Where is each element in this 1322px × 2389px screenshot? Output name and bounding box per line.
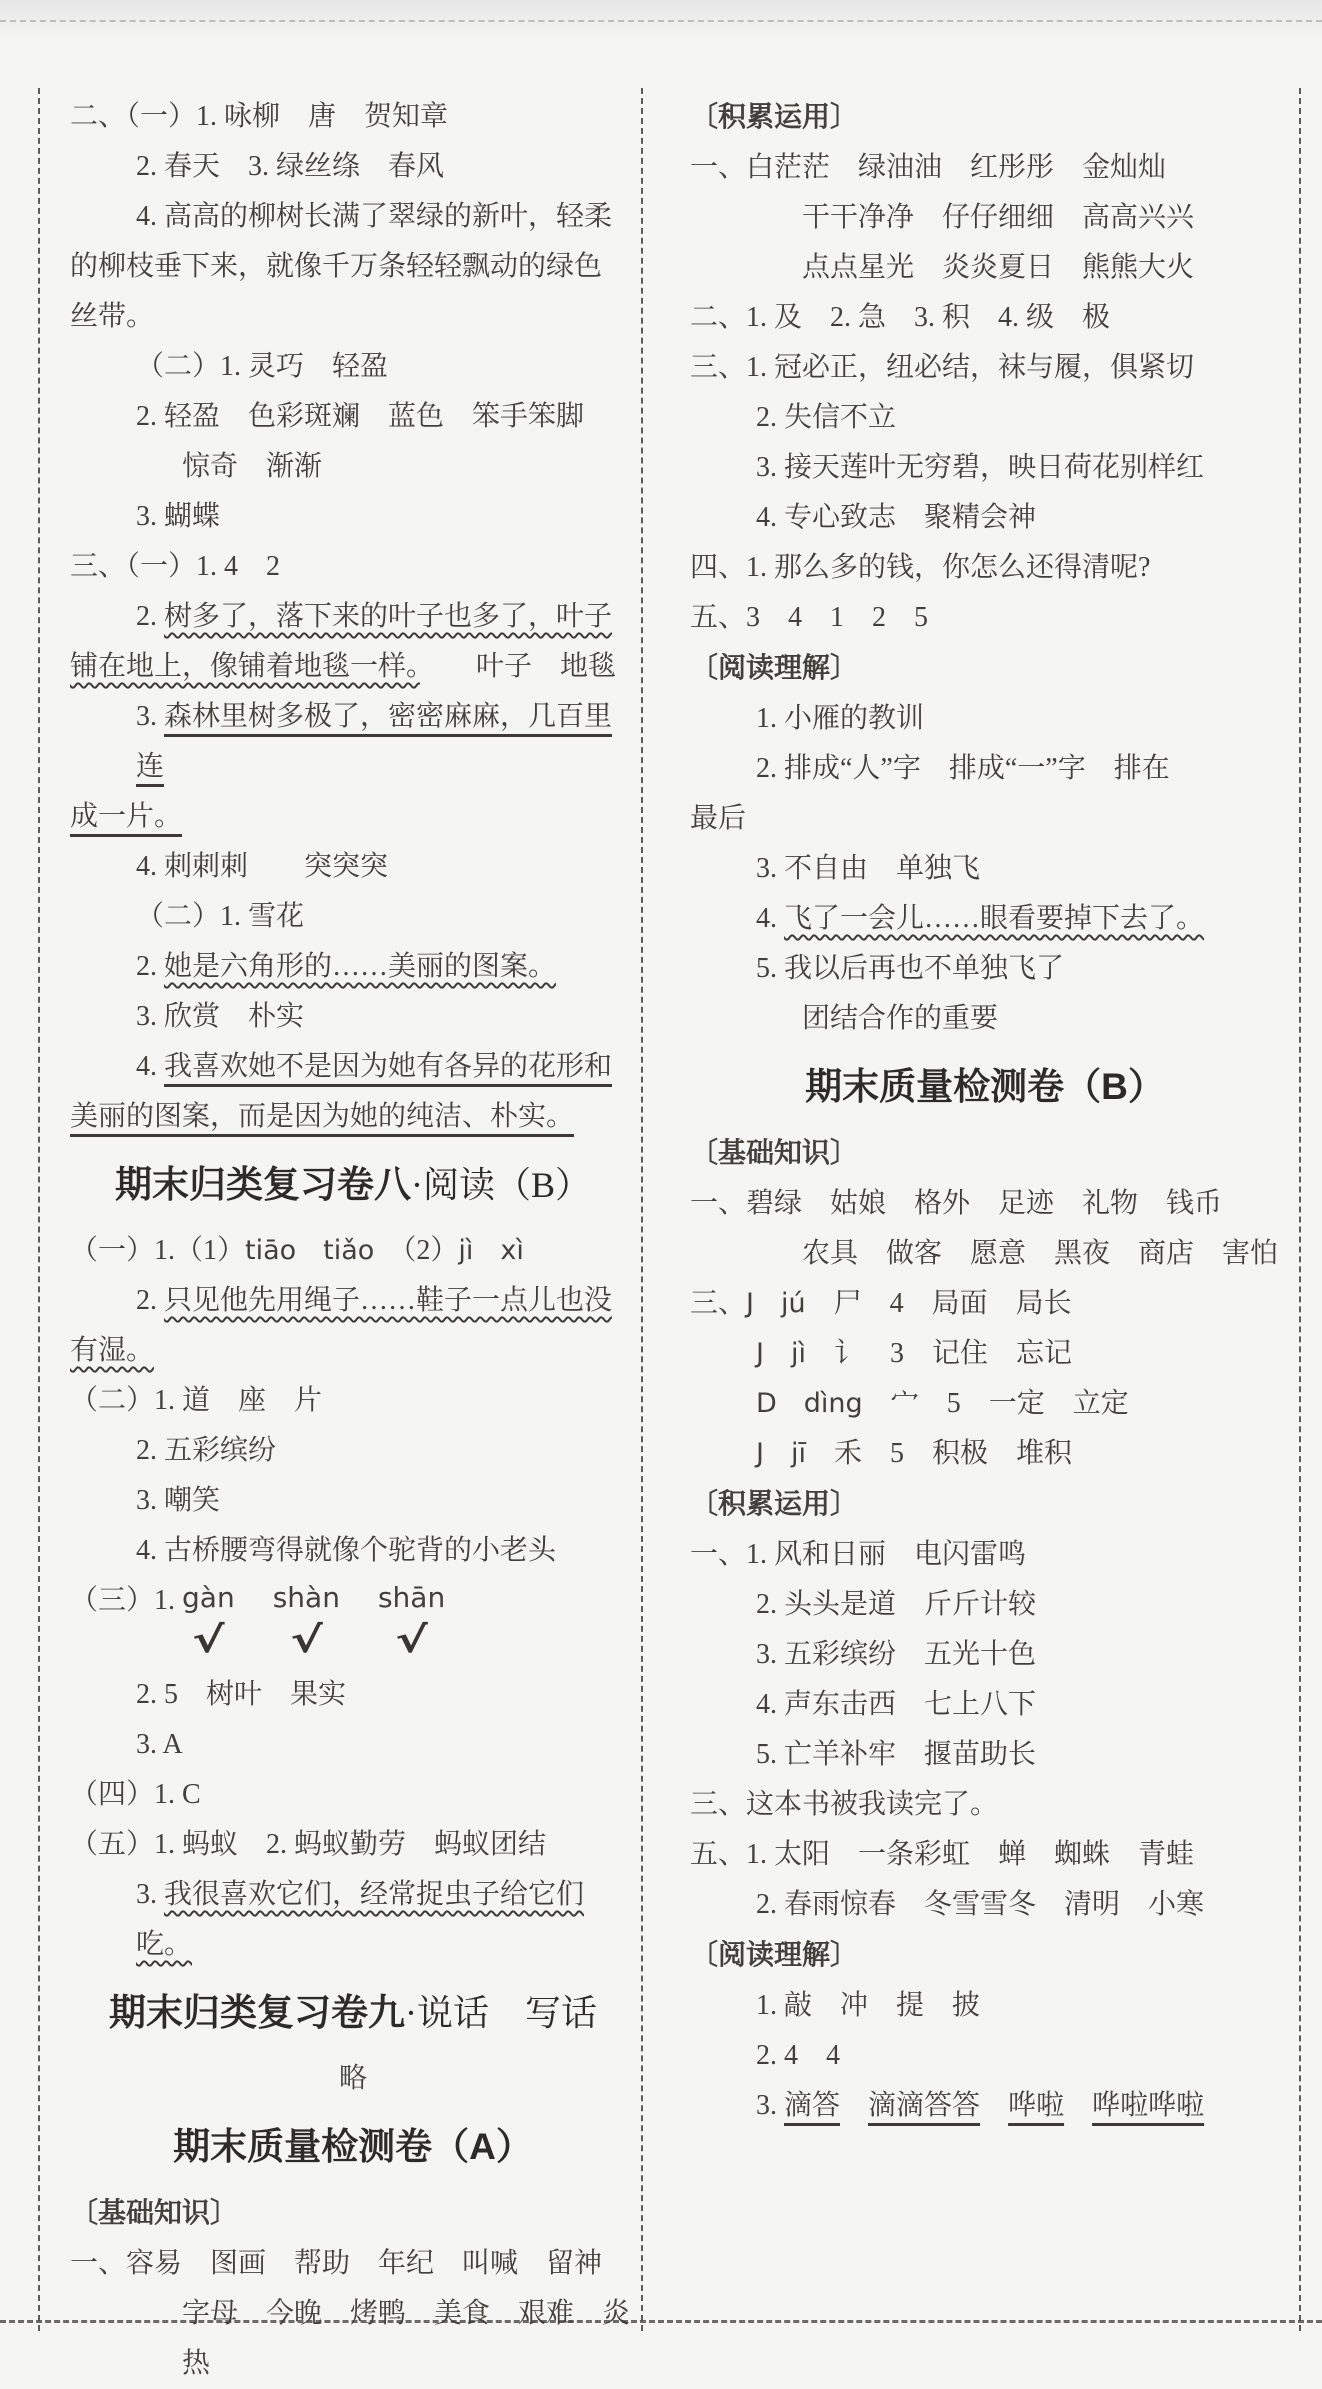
answer-line xyxy=(70,542,636,592)
underlined-answer-text: 哗啦哗啦 xyxy=(1092,2090,1205,2121)
answer-line xyxy=(690,2081,1280,2131)
answer-text: 2. 5 树叶 果实 xyxy=(136,1679,347,1710)
answer-text: 2. 春雨惊春 冬雪雪冬 清明 小寒 xyxy=(756,1889,1205,1920)
answer-text: 3. A xyxy=(136,1729,183,1760)
answer-line xyxy=(70,242,636,292)
checkmark-icon: √ xyxy=(395,1620,428,1661)
answer-text: 宀 5 一定 立定 xyxy=(862,1388,1129,1419)
answer-text: 丝带。 xyxy=(70,301,155,332)
underlined-answer-text: 我很喜欢它们，经常捉虫子给它们吃。 xyxy=(136,1879,585,1960)
answer-line xyxy=(70,642,636,692)
answer-line xyxy=(690,443,1280,493)
answer-text: 3. xyxy=(136,1879,164,1910)
answer-line xyxy=(70,392,636,442)
answer-text: （一）1.（1） xyxy=(70,1235,246,1266)
answer-text: 2. 轻盈 色彩斑斓 蓝色 笨手笨脚 xyxy=(136,401,585,432)
answer-line xyxy=(690,343,1280,393)
answer-text: 最后 xyxy=(690,803,747,834)
answer-line xyxy=(70,1526,636,1576)
pinyin-word: gàn xyxy=(182,1581,235,1614)
answer-line xyxy=(690,1981,1280,2031)
answer-line xyxy=(690,92,1280,143)
answer-line xyxy=(690,844,1280,894)
answer-line xyxy=(70,492,636,542)
answer-text: 团结合作的重要 xyxy=(802,1003,999,1034)
answer-text: 讠 3 记住 忘记 xyxy=(805,1338,1072,1369)
section-heading xyxy=(690,1044,1280,1128)
underlined-answer-text: 森林里树多极了，密密麻麻，几百里连 xyxy=(136,701,613,782)
pinyin-with-check xyxy=(182,1576,235,1662)
answer-text: 叶子 地毯 xyxy=(420,651,617,682)
top-dashed-rule xyxy=(0,20,1322,22)
answer-text: 期末归类复习卷八 xyxy=(114,1164,411,1205)
answer-line xyxy=(70,442,636,492)
answer-line xyxy=(70,1870,636,1970)
answer-text: 4. 高高的柳树长满了翠绿的新叶，轻柔 xyxy=(136,201,613,232)
answer-line xyxy=(690,543,1280,593)
answer-text: 尸 4 局面 局长 xyxy=(805,1288,1072,1319)
answer-line xyxy=(70,1426,636,1476)
answer-text: 一、1. 风和日丽 电闪雷鸣 xyxy=(690,1539,1027,1570)
answer-line xyxy=(690,193,1280,243)
answer-line xyxy=(70,292,636,342)
answer-text: （四）1. C xyxy=(70,1779,201,1810)
answer-line xyxy=(70,1042,636,1092)
answer-line xyxy=(690,1329,1280,1379)
answer-text: 点点星光 炎炎夏日 熊熊大火 xyxy=(802,252,1195,283)
answer-line xyxy=(690,2031,1280,2081)
answer-line xyxy=(70,1226,636,1276)
answer-line xyxy=(70,1576,636,1670)
answer-text: 1. 敲 冲 提 披 xyxy=(756,1990,981,2021)
section-heading xyxy=(70,1970,636,2054)
answer-line xyxy=(70,1820,636,1870)
answer-line xyxy=(70,992,636,1042)
answer-line xyxy=(690,1229,1280,1279)
answer-line xyxy=(70,1326,636,1376)
answer-text: 二、1. 及 2. 急 3. 积 4. 级 极 xyxy=(690,302,1111,333)
answer-text: 3. xyxy=(136,701,164,732)
answer-text: （二）1. 道 座 片 xyxy=(70,1385,323,1416)
answer-text: 一、碧绿 姑娘 格外 足迹 礼物 钱币 xyxy=(690,1188,1223,1219)
answer-text: 5. 我以后再也不单独飞了 xyxy=(756,953,1065,984)
answer-line xyxy=(690,994,1280,1044)
answer-text: 期末质量检测卷（A） xyxy=(173,2126,533,2167)
answer-text: 3. 不自由 单独飞 xyxy=(756,853,981,884)
answer-text: 〔基础知识〕 xyxy=(690,1137,859,1168)
section-heading xyxy=(70,2104,636,2188)
answer-text: 3. 蝴蝶 xyxy=(136,501,221,532)
answer-text: 期末归类复习卷九 xyxy=(109,1992,405,2033)
answer-line xyxy=(690,1530,1280,1580)
answer-line xyxy=(70,342,636,392)
answer-text: 4. 古桥腰弯得就像个驼背的小老头 xyxy=(136,1535,557,1566)
answer-text xyxy=(980,2090,1008,2121)
answer-line xyxy=(690,593,1280,643)
answer-line xyxy=(690,694,1280,744)
answer-line xyxy=(690,744,1280,794)
answer-line xyxy=(70,592,636,642)
checkmark-icon: √ xyxy=(290,1620,323,1661)
answer-line xyxy=(690,894,1280,944)
answer-text: 五、1. 太阳 一条彩虹 蝉 蜘蛛 青蛙 xyxy=(690,1839,1195,1870)
answer-text: 期末质量检测卷（B） xyxy=(805,1066,1165,1107)
answer-text: 三、这本书被我读完了。 xyxy=(690,1789,999,1820)
answer-text: （2） xyxy=(374,1235,459,1266)
answer-text: 2. xyxy=(136,601,164,632)
answer-text: 农具 做客 愿意 黑夜 商店 害怕 xyxy=(802,1238,1279,1269)
answer-line xyxy=(690,143,1280,193)
underlined-answer-text: 只见他先用绳子……鞋子一点儿也没 xyxy=(164,1285,613,1316)
answer-text: 一、容易 图画 帮助 年纪 叫喊 留神 xyxy=(70,2248,603,2279)
answer-text: 四、1. 那么多的钱，你怎么还得清呢? xyxy=(690,552,1151,583)
underlined-answer-text: 滴滴答答 xyxy=(868,2090,981,2121)
underlined-answer-text: 她是六角形的……美丽的图案。 xyxy=(164,951,557,982)
answer-text: 2. 4 4 xyxy=(756,2040,841,2071)
answer-text: 5. 亡羊补牢 揠苗助长 xyxy=(756,1739,1037,1770)
answer-line xyxy=(70,792,636,842)
underlined-answer-text: 成一片。 xyxy=(70,801,183,832)
answer-line xyxy=(70,1092,636,1142)
answer-line xyxy=(690,1279,1280,1329)
answer-text: J jī xyxy=(756,1438,806,1469)
answer-text: jì xì xyxy=(458,1235,524,1266)
section-heading xyxy=(70,1142,636,1226)
answer-text: 三、（一）1. 4 2 xyxy=(70,551,281,582)
answer-line xyxy=(690,243,1280,293)
answer-text: 一、白茫茫 绿油油 红彤彤 金灿灿 xyxy=(690,152,1167,183)
underlined-answer-text: 美丽的图案，而是因为她的纯洁、朴实。 xyxy=(70,1101,575,1132)
answer-text xyxy=(1064,2090,1092,2121)
answer-text: （三）1. xyxy=(70,1585,183,1616)
answer-line xyxy=(690,1830,1280,1880)
answer-line xyxy=(70,1770,636,1820)
answer-line xyxy=(70,1720,636,1770)
answer-line xyxy=(690,643,1280,694)
answer-text: 三、 xyxy=(690,1288,747,1319)
answer-line xyxy=(690,1880,1280,1930)
answer-line xyxy=(70,142,636,192)
answer-text: 的柳枝垂下来，就像千万条轻轻飘动的绿色 xyxy=(70,251,603,282)
answer-text: 〔阅读理解〕 xyxy=(690,652,859,683)
pinyin-word: shān xyxy=(377,1581,446,1614)
underlined-answer-text: 飞了一会儿……眼看要掉下去了。 xyxy=(784,903,1205,934)
answer-line xyxy=(70,92,636,142)
answer-line xyxy=(70,692,636,792)
answer-line xyxy=(70,192,636,242)
answer-text: 2. 排成“人”字 排成“一”字 排在 xyxy=(756,753,1170,784)
underlined-answer-text: 我喜欢她不是因为她有各异的花形和 xyxy=(164,1051,613,1082)
answer-text xyxy=(840,2090,868,2121)
left-dashed-border xyxy=(38,88,40,2331)
underlined-answer-text: 哗啦 xyxy=(1008,2090,1065,2121)
answer-line xyxy=(70,1276,636,1326)
answer-text: 字母 今晚 烤鸭 美食 艰难 炎热 xyxy=(182,2298,631,2379)
answer-text: J jú xyxy=(746,1288,806,1319)
answer-text: 三、1. 冠必正，纽必结，袜与履，俱紧切 xyxy=(690,352,1195,383)
answer-text: 2. 五彩缤纷 xyxy=(136,1435,277,1466)
right-answer-column xyxy=(690,92,1280,2131)
answer-text: 2. 头头是道 斤斤计较 xyxy=(756,1589,1037,1620)
answer-text: ·说话 写话 xyxy=(405,1993,597,2033)
answer-text: 3. 嘲笑 xyxy=(136,1485,221,1516)
answer-text: 4. 刺刺刺 突突突 xyxy=(136,851,389,882)
answer-text: 4. xyxy=(136,1051,164,1082)
answer-line xyxy=(690,393,1280,443)
answer-line xyxy=(690,493,1280,543)
answer-text: 3. 五彩缤纷 五光十色 xyxy=(756,1639,1037,1670)
answer-line xyxy=(70,1376,636,1426)
answer-text: 〔积累运用〕 xyxy=(690,1488,859,1519)
answer-text: （五）1. 蚂蚁 2. 蚂蚁勤劳 蚂蚁团结 xyxy=(70,1829,547,1860)
answer-line xyxy=(690,1429,1280,1479)
pinyin-with-check xyxy=(273,1576,340,1662)
answer-text: 2. xyxy=(136,1285,164,1316)
left-answer-column xyxy=(70,92,636,2389)
answer-text: 〔积累运用〕 xyxy=(690,101,859,132)
underlined-answer-text: 有湿。 xyxy=(70,1335,155,1366)
answer-text: 4. 声东击西 七上八下 xyxy=(756,1689,1037,1720)
answer-line xyxy=(690,1930,1280,1981)
answer-text: tiāo tiǎo xyxy=(245,1235,375,1266)
answer-line xyxy=(690,1780,1280,1830)
answer-text: 惊奇 渐渐 xyxy=(182,451,323,482)
answer-line xyxy=(70,1476,636,1526)
answer-line xyxy=(690,944,1280,994)
answer-text: 3. 接天莲叶无穷碧，映日荷花别样红 xyxy=(756,452,1205,483)
answer-line xyxy=(690,293,1280,343)
answer-text: 略 xyxy=(338,2063,367,2094)
answer-line xyxy=(70,2289,636,2389)
answer-line xyxy=(690,1730,1280,1780)
answer-text: J jì xyxy=(756,1338,806,1369)
answer-text: （二）1. 灵巧 轻盈 xyxy=(136,351,389,382)
answer-line xyxy=(70,942,636,992)
answer-text: 〔阅读理解〕 xyxy=(690,1939,859,1970)
column-divider-dashed xyxy=(641,88,643,2331)
answer-line xyxy=(690,1630,1280,1680)
answer-line xyxy=(70,2054,636,2104)
answer-line xyxy=(70,1670,636,1720)
underlined-answer-text: 铺在地上，像铺着地毯一样。 xyxy=(70,651,421,682)
answer-text: ·阅读（B） xyxy=(410,1165,591,1205)
answer-text: （二）1. 雪花 xyxy=(136,901,305,932)
right-dashed-border xyxy=(1299,88,1301,2331)
answer-text: 2. xyxy=(136,951,164,982)
answer-text: 4. 专心致志 聚精会神 xyxy=(756,502,1037,533)
answer-line xyxy=(70,842,636,892)
answer-line xyxy=(690,1680,1280,1730)
answer-text: 〔基础知识〕 xyxy=(70,2197,239,2228)
answer-line xyxy=(690,1580,1280,1630)
answer-text: 禾 5 积极 堆积 xyxy=(805,1438,1072,1469)
answer-text: 2. 失信不立 xyxy=(756,402,897,433)
pinyin-word: shàn xyxy=(272,1581,340,1614)
answer-text: 五、3 4 1 2 5 xyxy=(690,602,929,633)
answer-text: 4. xyxy=(756,903,784,934)
answer-text: 干干净净 仔仔细细 高高兴兴 xyxy=(802,202,1195,233)
answer-text: D dìng xyxy=(756,1388,863,1419)
underlined-answer-text: 树多了，落下来的叶子也多了，叶子 xyxy=(164,601,613,632)
answer-line xyxy=(690,1179,1280,1229)
answer-text: 1. 小雁的教训 xyxy=(756,703,925,734)
answer-text: 2. 春天 3. 绿丝绦 春风 xyxy=(136,151,445,182)
answer-line xyxy=(70,892,636,942)
checkmark-icon: √ xyxy=(192,1620,225,1661)
answer-line xyxy=(690,1128,1280,1179)
answer-line xyxy=(70,2239,636,2289)
answer-line xyxy=(70,2188,636,2239)
pinyin-with-check xyxy=(378,1576,445,1662)
answer-line xyxy=(690,794,1280,844)
answer-text: 二、（一）1. 咏柳 唐 贺知章 xyxy=(70,101,449,132)
answer-line xyxy=(690,1479,1280,1530)
answer-text: 3. xyxy=(756,2090,784,2121)
answer-text: 3. 欣赏 朴实 xyxy=(136,1001,305,1032)
answer-line xyxy=(690,1379,1280,1429)
underlined-answer-text: 滴答 xyxy=(784,2090,841,2121)
